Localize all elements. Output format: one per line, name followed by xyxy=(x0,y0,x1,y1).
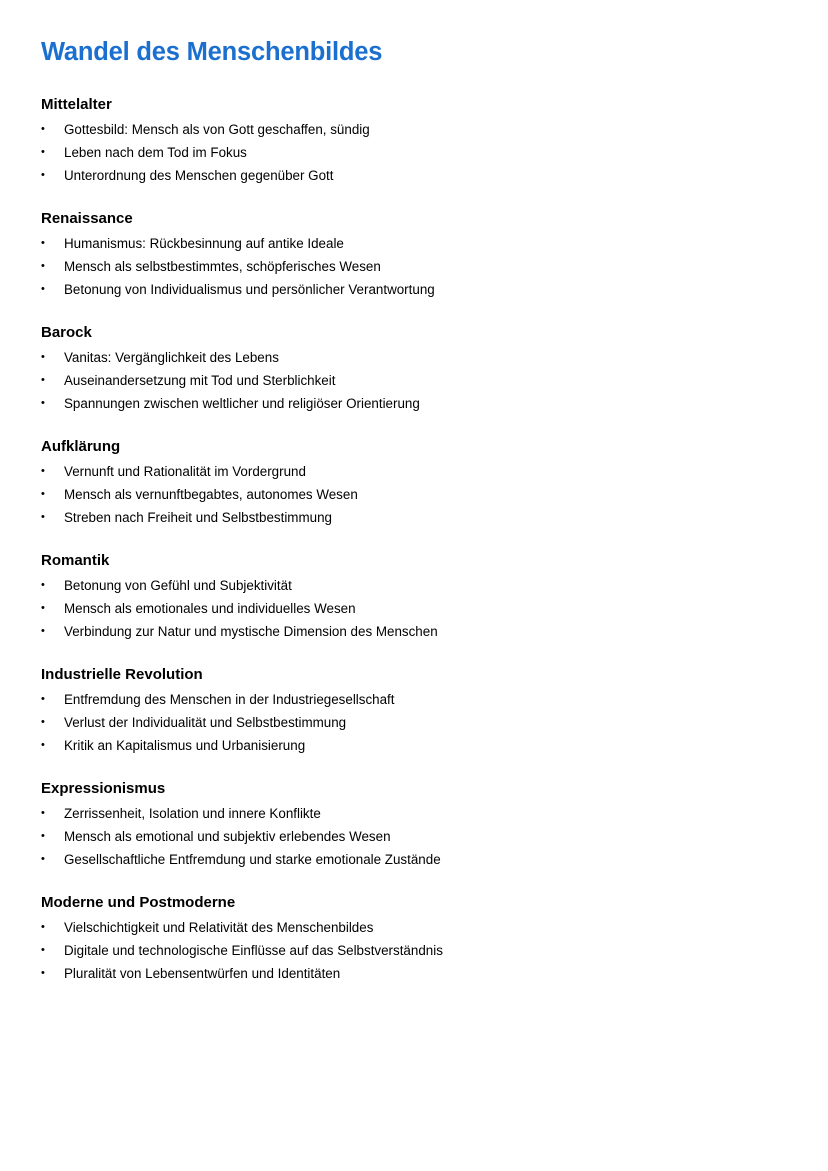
bullet-icon: • xyxy=(41,579,45,591)
bullet-icon: • xyxy=(41,807,45,819)
bullet-list xyxy=(41,802,801,871)
list-item-text: Digitale und technologische Einflüsse auf das Selbstverständnis xyxy=(64,943,443,958)
list-item-text: Humanismus: Rückbesinnung auf antike Ideale xyxy=(64,236,344,251)
section-heading: Romantik xyxy=(41,552,110,569)
list-item xyxy=(41,574,801,597)
bullet-icon: • xyxy=(41,123,45,135)
bullet-icon: • xyxy=(41,169,45,181)
list-item-text: Unterordnung des Menschen gegenüber Gott xyxy=(64,168,334,183)
bullet-icon: • xyxy=(41,237,45,249)
list-item-text: Vanitas: Vergänglichkeit des Lebens xyxy=(64,350,279,365)
section-heading: Industrielle Revolution xyxy=(41,666,203,683)
bullet-list xyxy=(41,118,801,187)
bullet-icon: • xyxy=(41,260,45,272)
list-item-text: Mensch als emotionales und individuelles Wesen xyxy=(64,601,356,616)
list-item-text: Pluralität von Lebensentwürfen und Identitäten xyxy=(64,966,341,981)
list-item xyxy=(41,232,801,255)
list-item-text: Verlust der Individualität und Selbstbestimmung xyxy=(64,715,347,730)
list-item-text: Zerrissenheit, Isolation und innere Konflikte xyxy=(64,806,321,821)
list-item-text: Vielschichtigkeit und Relativität des Menschenbildes xyxy=(64,920,374,935)
section-mittelalter xyxy=(41,95,801,187)
list-item xyxy=(41,278,801,301)
list-item xyxy=(41,255,801,278)
list-item-text: Spannungen zwischen weltlicher und religiöser Orientierung xyxy=(64,396,420,411)
list-item xyxy=(41,392,801,415)
list-item xyxy=(41,346,801,369)
list-item-text: Gesellschaftliche Entfremdung und starke emotionale Zustände xyxy=(64,852,441,867)
section-barock xyxy=(41,323,801,415)
list-item-text: Betonung von Gefühl und Subjektivität xyxy=(64,578,292,593)
list-item-text: Mensch als emotional und subjektiv erlebendes Wesen xyxy=(64,829,391,844)
bullet-list xyxy=(41,574,801,643)
list-item-text: Mensch als vernunftbegabtes, autonomes Wesen xyxy=(64,487,358,502)
list-item xyxy=(41,916,801,939)
list-item xyxy=(41,597,801,620)
list-item xyxy=(41,734,801,757)
list-item xyxy=(41,118,801,141)
section-heading: Aufklärung xyxy=(41,438,121,455)
bullet-icon: • xyxy=(41,488,45,500)
section-heading: Expressionismus xyxy=(41,780,166,797)
section-heading: Mittelalter xyxy=(41,96,112,113)
bullet-list xyxy=(41,232,801,301)
bullet-icon: • xyxy=(41,625,45,637)
list-item-text: Betonung von Individualismus und persönlicher Verantwortung xyxy=(64,282,435,297)
section-moderne-und-postmoderne xyxy=(41,893,801,985)
list-item xyxy=(41,825,801,848)
bullet-icon: • xyxy=(41,397,45,409)
list-item xyxy=(41,483,801,506)
bullet-list xyxy=(41,688,801,757)
bullet-icon: • xyxy=(41,853,45,865)
section-renaissance xyxy=(41,209,801,301)
list-item xyxy=(41,620,801,643)
list-item xyxy=(41,164,801,187)
section-aufklärung xyxy=(41,437,801,529)
section-industrielle-revolution xyxy=(41,665,801,757)
bullet-icon: • xyxy=(41,739,45,751)
section-expressionismus xyxy=(41,779,801,871)
list-item-text: Vernunft und Rationalität im Vordergrund xyxy=(64,464,306,479)
bullet-icon: • xyxy=(41,830,45,842)
list-item xyxy=(41,711,801,734)
section-heading: Moderne und Postmoderne xyxy=(41,894,236,911)
list-item xyxy=(41,939,801,962)
list-item-text: Leben nach dem Tod im Fokus xyxy=(64,145,247,160)
bullet-list xyxy=(41,460,801,529)
document-page xyxy=(41,36,801,1007)
bullet-icon: • xyxy=(41,283,45,295)
list-item xyxy=(41,688,801,711)
list-item xyxy=(41,369,801,392)
list-item xyxy=(41,460,801,483)
list-item-text: Gottesbild: Mensch als von Gott geschaffen, sündig xyxy=(64,122,370,137)
sections-container xyxy=(41,95,801,985)
list-item xyxy=(41,802,801,825)
bullet-icon: • xyxy=(41,465,45,477)
list-item-text: Kritik an Kapitalismus und Urbanisierung xyxy=(64,738,306,753)
bullet-icon: • xyxy=(41,967,45,979)
bullet-icon: • xyxy=(41,944,45,956)
bullet-icon: • xyxy=(41,602,45,614)
section-romantik xyxy=(41,551,801,643)
list-item-text: Streben nach Freiheit und Selbstbestimmung xyxy=(64,510,332,525)
bullet-icon: • xyxy=(41,693,45,705)
bullet-icon: • xyxy=(41,146,45,158)
list-item-text: Verbindung zur Natur und mystische Dimension des Menschen xyxy=(64,624,438,639)
list-item xyxy=(41,506,801,529)
bullet-list xyxy=(41,916,801,985)
list-item-text: Entfremdung des Menschen in der Industriegesellschaft xyxy=(64,692,395,707)
list-item xyxy=(41,848,801,871)
bullet-icon: • xyxy=(41,511,45,523)
list-item xyxy=(41,141,801,164)
list-item-text: Auseinandersetzung mit Tod und Sterblichkeit xyxy=(64,373,336,388)
bullet-icon: • xyxy=(41,351,45,363)
section-heading: Barock xyxy=(41,324,92,341)
list-item xyxy=(41,962,801,985)
bullet-list xyxy=(41,346,801,415)
bullet-icon: • xyxy=(41,374,45,386)
bullet-icon: • xyxy=(41,921,45,933)
section-heading: Renaissance xyxy=(41,210,133,227)
bullet-icon: • xyxy=(41,716,45,728)
document-title: Wandel des Menschenbildes xyxy=(41,38,383,66)
list-item-text: Mensch als selbstbestimmtes, schöpferisches Wesen xyxy=(64,259,381,274)
